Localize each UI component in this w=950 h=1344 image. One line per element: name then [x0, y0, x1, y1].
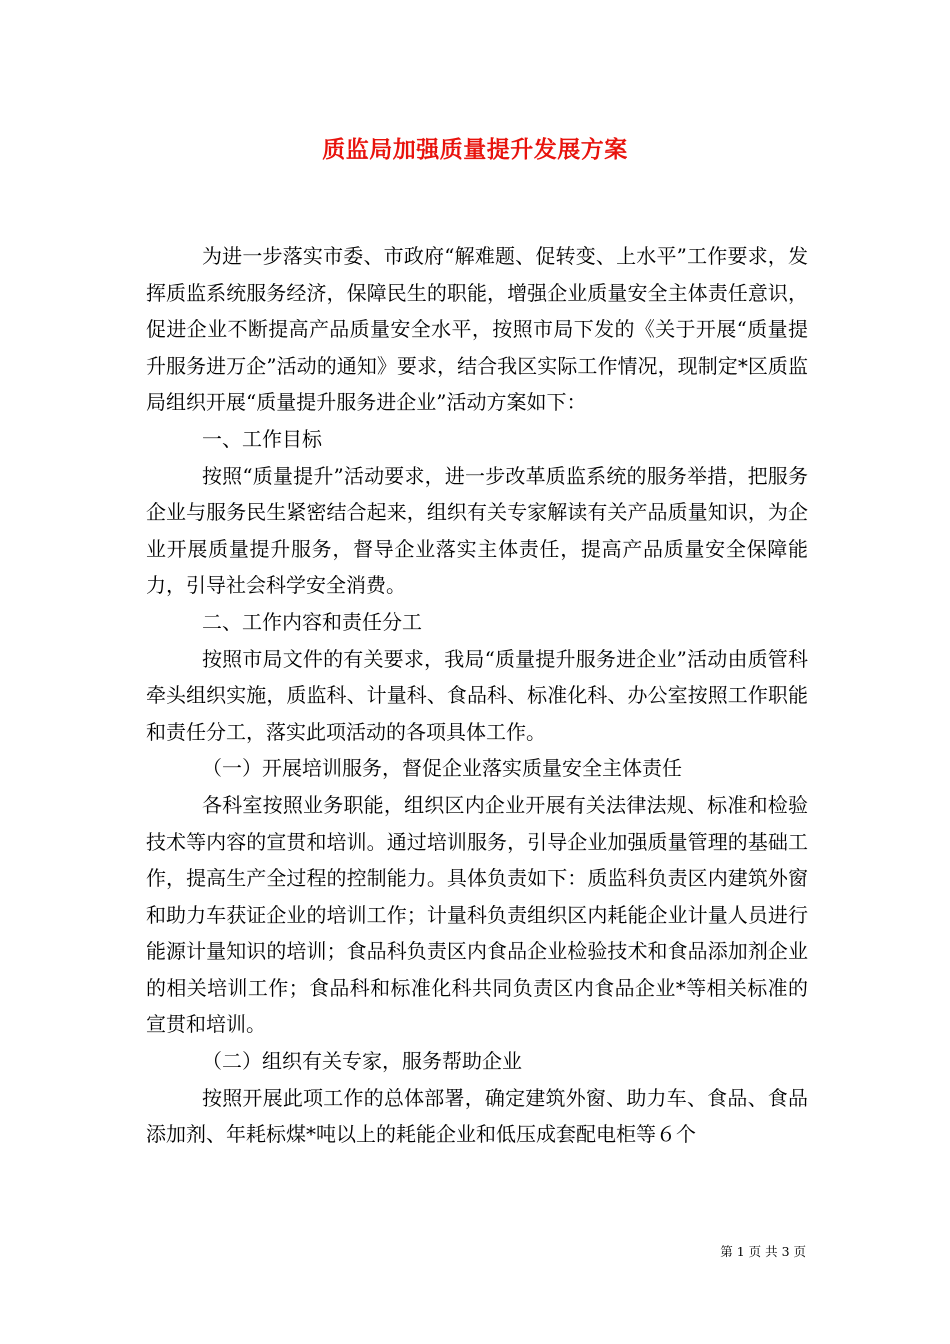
paragraph-intro: 为进一步落实市委、市政府“解难题、促转变、上水平”工作要求，发挥质监系统服务经济，保障民生的职能，增强企业质量安全主体责任意识，促进企业不断提高产品质量安全水平，按照市局下发的《关于开展“质量提升服务进万企”活动的通知》要求，结合我区实际工作情况，现制定*区质监局组织开展“质量提升服务进企业”活动方案如下：	[146, 244, 808, 415]
paragraph-experts: 按照开展此项工作的总体部署，确定建筑外窗、助力车、食品、食品添加剂、年耗标煤*吨以上的耗能企业和低压成套配电柜等６个	[146, 1085, 808, 1147]
subsection-heading-1: （一）开展培训服务，督促企业落实质量安全主体责任	[202, 756, 682, 781]
paragraph-responsibility: 按照市局文件的有关要求，我局“质量提升服务进企业”活动由质管科牵头组织实施，质监科、计量科、食品科、标准化科、办公室按照工作职能和责任分工，落实此项活动的各项具体工作。	[146, 646, 808, 744]
document-title: 质监局加强质量提升发展方案	[322, 136, 628, 163]
page-number: 第 1 页 共 3 页	[720, 1244, 806, 1259]
section-heading-2: 二、工作内容和责任分工	[202, 609, 422, 634]
section-heading-1: 一、工作目标	[202, 426, 322, 451]
subsection-heading-2: （二）组织有关专家，服务帮助企业	[202, 1049, 522, 1074]
paragraph-goals: 按照“质量提升”活动要求，进一步改革质监系统的服务举措，把服务企业与服务民生紧密结合起来，组织有关专家解读有关产品质量知识，为企业开展质量提升服务，督导企业落实主体责任，提高产品质量安全保障能力，引导社会科学安全消费。	[146, 463, 808, 598]
document-body	[146, 238, 808, 1153]
paragraph-training: 各科室按照业务职能，组织区内企业开展有关法律法规、标准和检验技术等内容的宣贯和培训。通过培训服务，引导企业加强质量管理的基础工作，提高生产全过程的控制能力。具体负责如下：质监科负责区内建筑外窗和助力车获证企业的培训工作；计量科负责组织区内耗能企业计量人员进行能源计量知识的培训；食品科负责区内食品企业检验技术和食品添加剂企业的相关培训工作；食品科和标准化科共同负责区内食品企业*等相关标准的宣贯和培训。	[146, 792, 808, 1037]
